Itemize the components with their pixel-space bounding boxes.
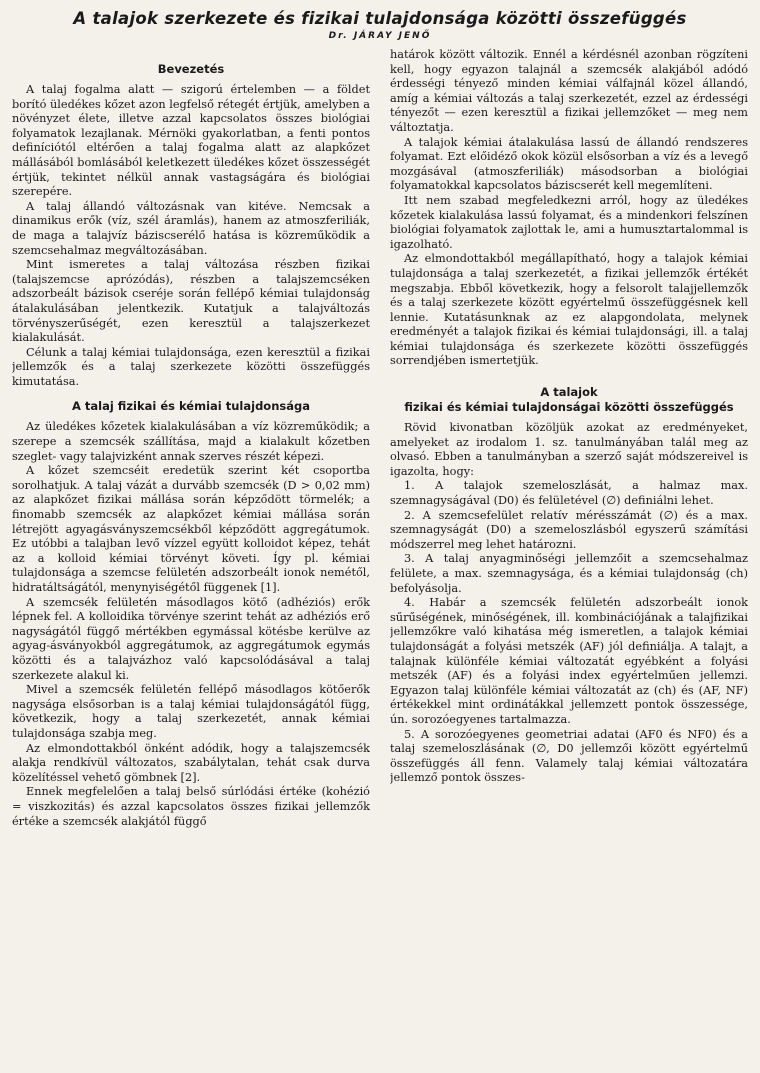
paragraph: Rövid kivonatban közöljük azokat az eredményeket, amelyeket az irodalom 1. sz. tanulmányában talál meg az olvasó. Ebben a tanulmányban a szerző saját módszereivel is igazolta, hogy: — [390, 421, 748, 478]
section-heading-introduction: Bevezetés — [157, 62, 225, 76]
paragraph: A talaj állandó változásnak van kitéve. Nemcsak a dinamikus erők (víz, szél áramlás), hanem az atmoszferiliák, de maga a talajvíz báziscserélő hatása is közreműködik a szemcsehalmaz megváltozásában. — [12, 199, 370, 257]
paragraph: A kőzet szemcséit eredetük szerint két csoportba sorolhatjuk. A talaj vázát a durvább szemcsék (D > 0,02 mm) az alapkőzet fizikai mállása során képződött törmelék; a finomabb szemcsék az alapkőzet kémiai mállása során létrejött agyagásványszemcsékből képződött aggregátumok. Ez utóbbi a talajban levő vízzel együtt kolloidot képez, tehát az a kolloid kémiai törvényt követi. Így pl. kémiai tulajdonsága a szemcse felületén adszorbeált ionok nemétől, hidratáltságától, menynyiségétől függenek [1]. — [12, 464, 370, 594]
paragraph: 2. A szemcsefelület relatív mérésszámát (∅) és a max. szemnagyságát (D0) a szemeloszlásból egyszerű számítási módszerrel meg lehet határozni. — [390, 508, 748, 551]
heading-line: A talajok — [540, 385, 598, 400]
paragraph: 4. Habár a szemcsék felületén adszorbeált ionok sűrűségének, minőségének, ill. kombinációjának a talajfizikai jellemzőkre való kihatása még ismeretlen, a talajok kémiai tulajdonságát a folyási metszék (AF) jól definiálja. A talajt, a talajnak különféle kémiai változatát egyébként a folyási metszék (AF) és a folyási index egyértelműen jellemzi. Egyazon talaj különféle kémiai változatát az (ch) és (AF, NF) értékekkel mint ordinátákkal jellemzett pontok összessége, ún. sorozóegyenes tartalmazza. — [390, 596, 748, 726]
two-column-body — [12, 48, 748, 1048]
paragraph: A talaj fogalma alatt — szigorú értelemben — a földet borító üledékes kőzet azon legfelső rétegét értjük, amelyben a növényzet élete, illetve azzal kapcsolatos összes biológiai folyamatok lezajlanak. Mérnöki gyakorlatban, a fenti pontos definíciótól eltérően a talaj fogalma alatt az alapkőzet mállásából bomlásából keletkezett üledékes kőzet összességét értjük, tekintet nélkül annak vastagságára és biológiai szerepére. — [12, 83, 370, 199]
paragraph: Az üledékes kőzetek kialakulásában a víz közreműködik; a szerepe a szemcsék szállítása, majd a kialakult kőzetben szeglet- vagy talajvizként annak szerves részét képezi. — [12, 420, 370, 463]
left-column — [12, 48, 370, 1048]
paragraph: 5. A sorozóegyenes geometriai adatai (AF0 és NF0) és a talaj szemeloszlásának (∅, D0 jellemzői között egyértelmű összefüggés áll fenn. Valamely talaj kémiai változatára jellemző pontok összes- — [390, 727, 748, 785]
paragraph: 3. A talaj anyagminőségi jellemzőit a szemcsehalmaz felülete, a max. szemnagysága, és a kémiai tulajdonság (ch) befolyásolja. — [390, 552, 748, 595]
right-column — [390, 48, 748, 1048]
paragraph: A talajok kémiai átalakulása lassú de állandó rendszeres folyamat. Ezt előidéző okok közül elsősorban a víz és a levegő mozgásával (atmoszferiliák) másodsorban a biológiai folyamatokkal kapcsolatos báziscserét kell megemlíteni. — [390, 135, 748, 193]
paragraph: Mint ismeretes a talaj változása részben fizikai (talajszemcse aprózódás), részben a talajszemcséken adszorbeált bázisok cseréje során fellépő kémiai tulajdonság átalakulásában jelentkezik. Kutatjuk a talajváltozás törvényszerűségét, ezen keresztül a talajszerkezet kialakulását. — [12, 258, 370, 345]
paragraph: Az elmondottakból önként adódik, hogy a talajszemcsék alakja rendkívül változatos, szabálytalan, tehát csak durva közelítéssel vehető gömbnek [2]. — [12, 741, 370, 784]
section-heading-properties: A talaj fizikai és kémiai tulajdonsága — [72, 399, 310, 414]
paragraph: 1. A talajok szemeloszlását, a halmaz max. szemnagyságával (D0) és felületével (∅) definiálni lehet. — [390, 479, 748, 508]
article-author: Dr. JÁRAY JENŐ — [328, 31, 432, 41]
paragraph: Ennek megfelelően a talaj belső súrlódási értéke (kohézió = viszkozitás) és azzal kapcsolatos összes fizikai jellemzők értéke a szemcsék alakjától függő — [12, 785, 370, 828]
section-heading-relationship — [390, 385, 748, 415]
paragraph: Célunk a talaj kémiai tulajdonsága, ezen keresztül a fizikai jellemzők és a talaj szerkezete közötti összefüggés kimutatása. — [12, 345, 370, 388]
heading-line: fizikai és kémiai tulajdonságai közötti összefüggés — [404, 400, 734, 415]
paragraph: Mivel a szemcsék felületén fellépő másodlagos kötőerők nagysága elsősorban is a talaj kémiai tulajdonságától függ, következik, hogy a talaj szerkezetét, annak kémiai tulajdonsága szabja meg. — [12, 683, 370, 740]
paragraph: Az elmondottakból megállapítható, hogy a talajok kémiai tulajdonsága a talaj szerkezetét, a fizikai jellemzők értékét megszabja. Ebből következik, hogy a felsorolt talajjellemzők és a talaj szerkezete között egyértelmű összefüggésnek kell lennie. Kutatásunknak az ez alapgondolata, melynek eredményét a talajok fizikai és kémiai tulajdonsági, ill. a talaj kémiai tulajdonsága és szerkezete közötti összefüggés sorrendjében ismertetjük. — [390, 252, 748, 368]
paragraph: A szemcsék felületén másodlagos kötő (adhéziós) erők lépnek fel. A kolloidika törvénye szerint tehát az adhéziós erő nagyságától függő mértékben egymással kötésbe kerülve az agyag-ásványokból aggregátumok, az aggregátumok egymás közötti és a talajvázhoz való kapcsolódásával a talaj szerkezete alakul ki. — [12, 595, 370, 682]
paragraph: határok között változik. Ennél a kérdésnél azonban rögzíteni kell, hogy egyazon talajnál a szemcsék alakjából adódó érdességi tényező minden kémiai válfajnál közel állandó, amíg a kémiai változás a talaj szerkezetét, ezzel az érdességi tényezőt — ezen keresztül a fizikai jellemzőket — meg nem változtatja. — [390, 48, 748, 134]
article-title: A talajok szerkezete és fizikai tulajdonsága közötti összefüggés — [73, 9, 687, 28]
paragraph: Itt nem szabad megfeledkezni arról, hogy az üledékes kőzetek kialakulása lassú folyamat, és a mindenkori felszínen biológiai folyamatok zajlottak le, ami a humusztartalommal is igazolható. — [390, 193, 748, 251]
